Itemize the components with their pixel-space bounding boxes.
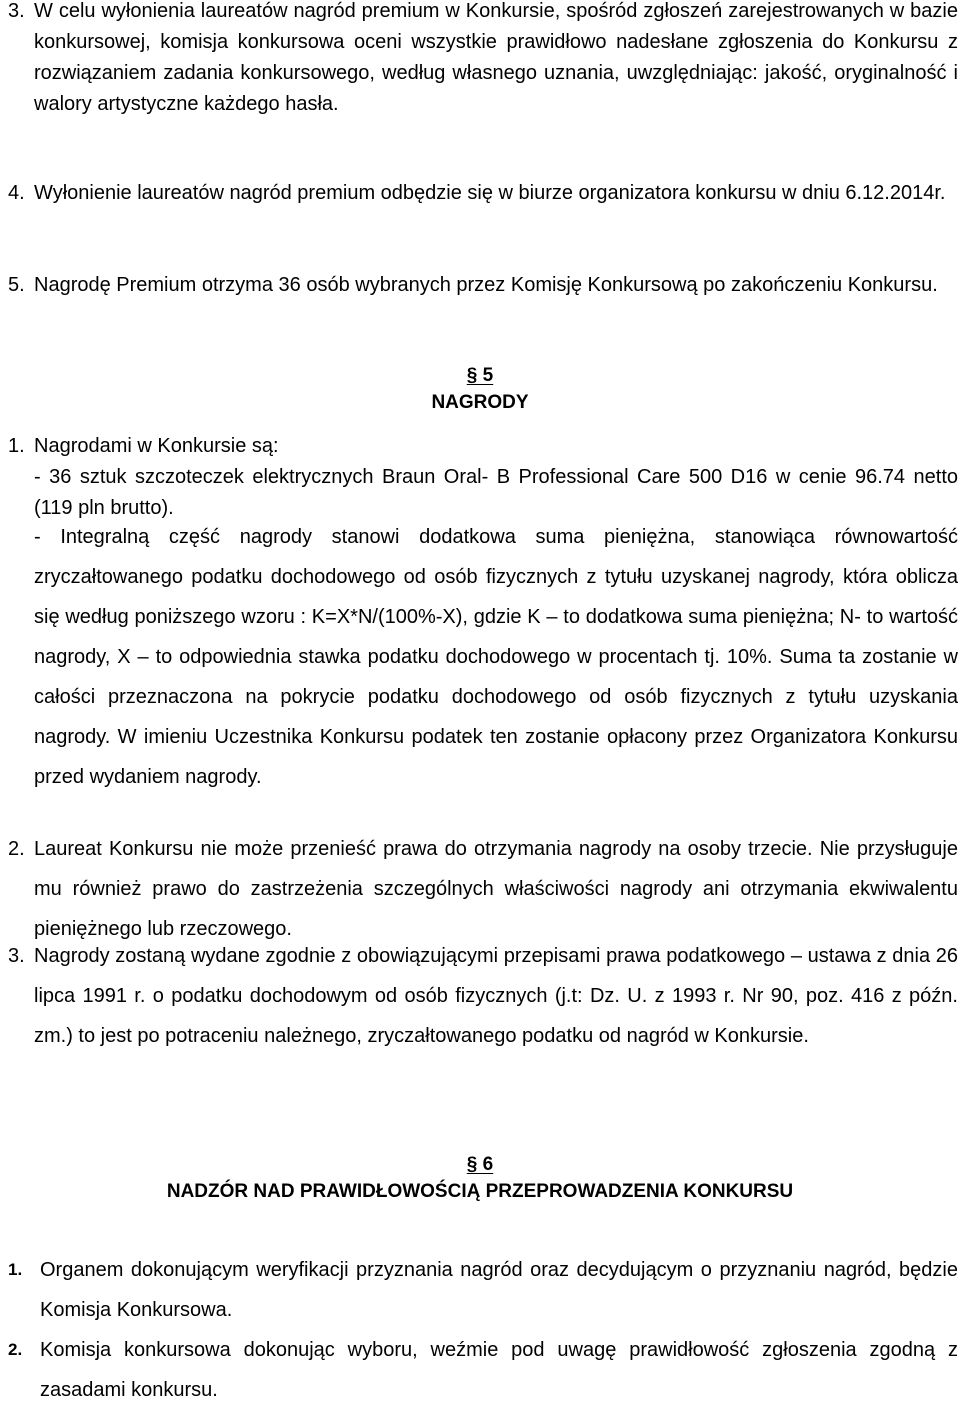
item-number: 5. bbox=[8, 274, 25, 296]
list-item-4-3 bbox=[8, 0, 958, 120]
item-text: Komisja konkursowa dokonując wyboru, weźmie pod uwagę prawidłowość zgłoszenia zgodną z zasadami konkursu. bbox=[40, 1339, 958, 1401]
list-item-5-3 bbox=[8, 936, 958, 1056]
section-heading-6 bbox=[0, 1151, 960, 1205]
section-symbol: § 5 bbox=[466, 365, 494, 386]
list-item-6-2 bbox=[8, 1330, 958, 1410]
item-text: Nagrody zostaną wydane zgodnie z obowiązującymi przepisami prawa podatkowego – ustawa z dnia 26 lipca 1991 r. o podatku dochodowym od osób fizycznych (j.t: Dz. U. z 1993 r. Nr 90, poz. 416 z późn. zm.) to jest po potraceniu należnego, zryczałtowanego podatku od nagród w Konkursie. bbox=[34, 945, 958, 1047]
list-item-4-5 bbox=[8, 270, 958, 301]
item-text-prize: - 36 sztuk szczoteczek elektrycznych Braun Oral- B Professional Care 500 D16 w cenie 96.74 netto (119 pln brutto). bbox=[34, 466, 958, 519]
item-number: 3. bbox=[8, 0, 25, 22]
item-number: 2. bbox=[8, 1340, 23, 1359]
section-title: NADZÓR NAD PRAWIDŁOWOŚCIĄ PRZEPROWADZENIA KONKURSU bbox=[166, 1181, 794, 1202]
list-item-5-2 bbox=[8, 829, 958, 949]
section-symbol: § 6 bbox=[466, 1154, 494, 1175]
item-number: 4. bbox=[8, 182, 25, 204]
item-text: Nagrodę Premium otrzyma 36 osób wybranych przez Komisję Konkursową po zakończeniu Konkursu. bbox=[34, 274, 938, 296]
item-text: W celu wyłonienia laureatów nagród premium w Konkursie, spośród zgłoszeń zarejestrowanych w bazie konkursowej, komisja konkursowa oceni wszystkie prawidłowo nadesłane zgłoszenia do Konkursu z rozwiązaniem zadania konkursowego, według własnego uznania, uwzględniając: jakość, oryginalność i walory artystyczne każdego hasła. bbox=[34, 0, 958, 115]
list-item-5-1 bbox=[8, 431, 958, 797]
item-number: 2. bbox=[8, 838, 25, 860]
item-number: 3. bbox=[8, 945, 25, 967]
item-number: 1. bbox=[8, 1260, 23, 1279]
list-item-6-1 bbox=[8, 1250, 958, 1330]
item-heading: Nagrodami w Konkursie są: bbox=[34, 435, 279, 457]
section-title: NAGRODY bbox=[431, 392, 529, 413]
item-text: Laureat Konkursu nie może przenieść prawa do otrzymania nagrody na osoby trzecie. Nie przysługuje mu również prawo do zastrzeżenia szczególnych właściwości nagrody ani otrzymania ekwiwalentu pieniężnego lub rzeczowego. bbox=[34, 838, 958, 940]
item-text: Wyłonienie laureatów nagród premium odbędzie się w biurze organizatora konkursu w dniu 6.12.2014r. bbox=[34, 182, 946, 204]
list-item-4-4 bbox=[8, 178, 958, 209]
item-number: 1. bbox=[8, 435, 25, 457]
section-heading-5 bbox=[0, 362, 960, 416]
item-text-tax: - Integralną część nagrody stanowi dodatkowa suma pieniężna, stanowiąca równowartość zryczałtowanego podatku dochodowego od osób fizycznych z tytułu uzyskanej nagrody, która oblicza się według poniższego wzoru : K=X*N/(100%-X), gdzie K – to dodatkowa suma pieniężna; N- to wartość nagrody, X – to odpowiednia stawka podatku dochodowego w procentach tj. 10%. Suma ta zostanie w całości przeznaczona na pokrycie podatku dochodowego od osób fizycznych z tytułu uzyskania nagrody. W imieniu Uczestnika Konkursu podatek ten zostanie opłacony przez Organizatora Konkursu przed wydaniem nagrody. bbox=[34, 526, 958, 788]
item-text: Organem dokonującym weryfikacji przyznania nagród oraz decydującym o przyznaniu nagród, będzie Komisja Konkursowa. bbox=[40, 1259, 958, 1321]
